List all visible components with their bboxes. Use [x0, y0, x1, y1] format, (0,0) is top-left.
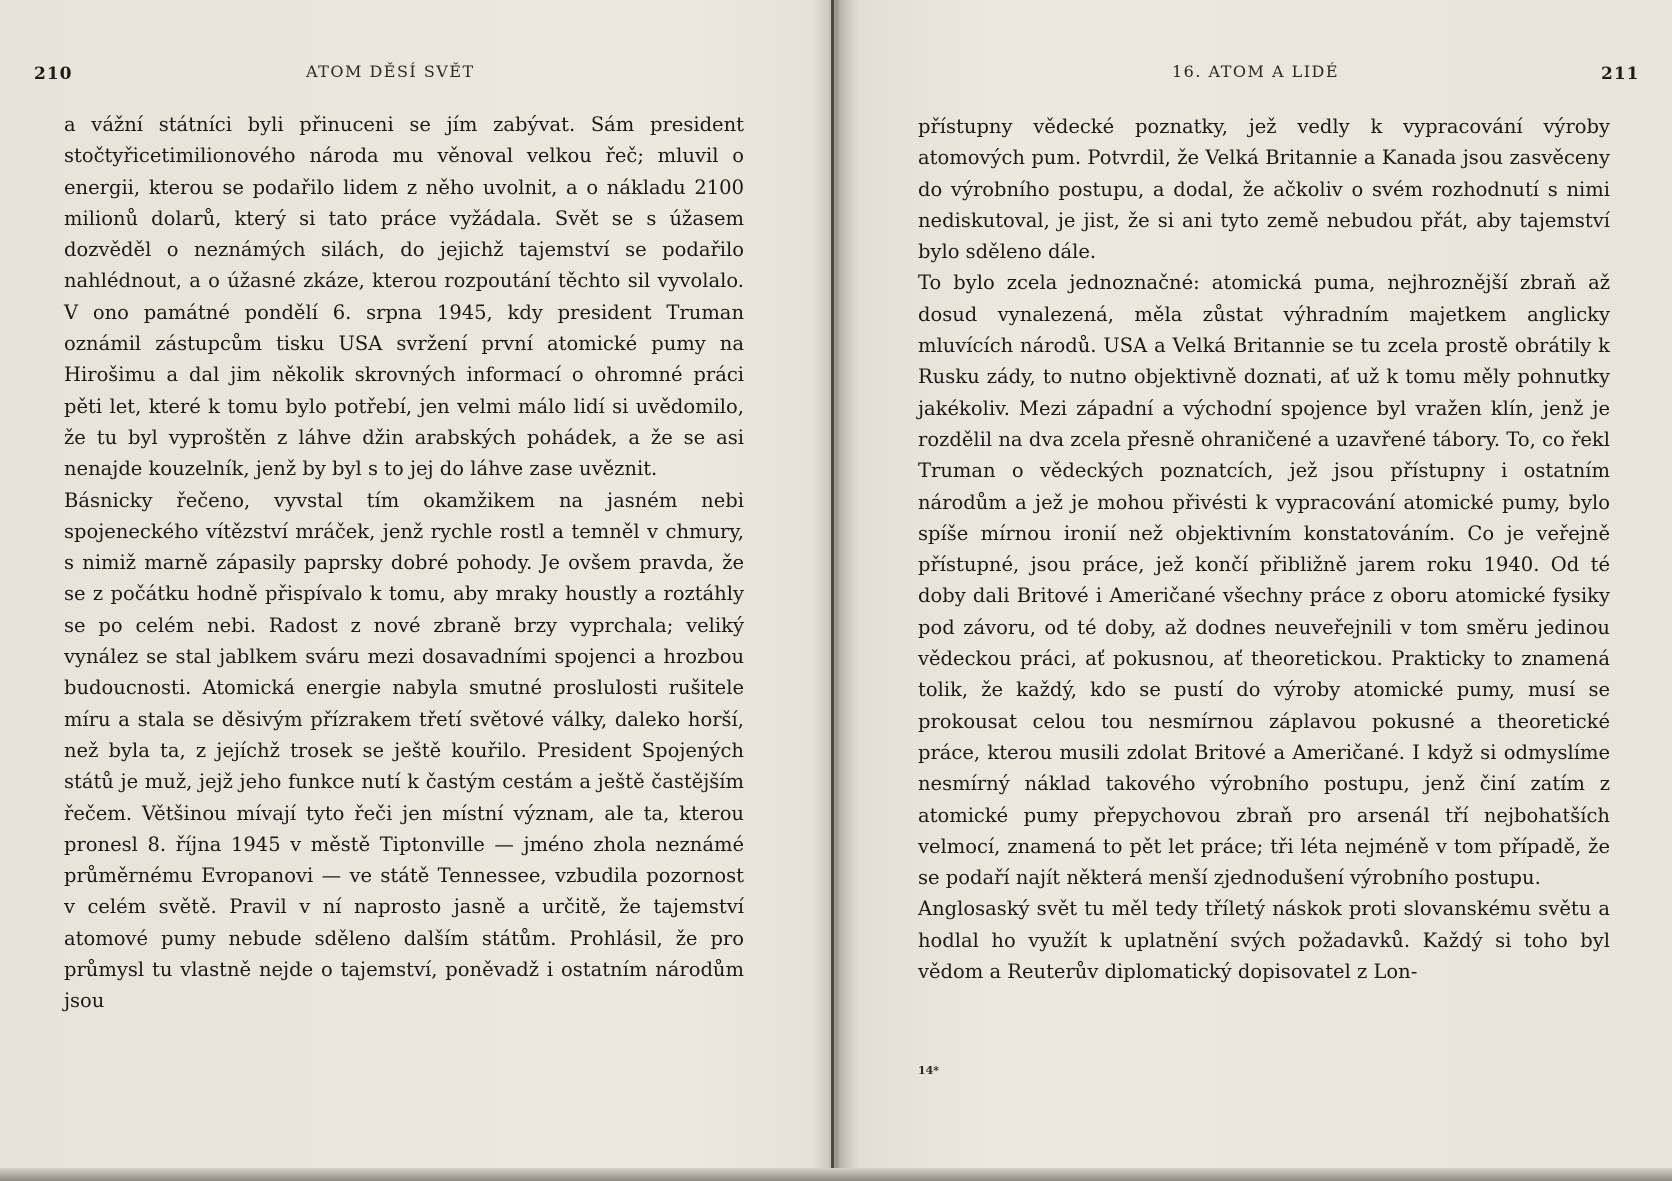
left-paragraph-1: a vážní státníci byli přinuceni se jím zabývat. Sám president stočtyřicetimilionového národa mu věnoval velkou řeč; mluvil o energii, kterou se podařilo lidem z něho uvolnit, a o nákladu 2100 milionů dolarů, který si tato práce vyžádala. Svět se s úžasem dozvěděl o neznámých silách, do jejichž tajemství se podařilo nahlédnout, a o úžasné zkáze, kterou rozpoutání těchto sil vyvolalo. V ono památné pondělí 6. srpna 1945, kdy president Truman oznámil zástupcům tisku USA svržení první atomické pumy na Hirošimu a dal jim několik skrovných informací o ohromné práci pěti let, které k tomu bylo potřebí, jen velmi málo lidí si uvědomilo, že tu byl vyproštěn z láhve džin arabských pohádek, a že se asi nenajde kouzelník, jenž by byl s to jej do láhve zase uvěznit. [64, 113, 744, 481]
page-bottom-edge [0, 1168, 1672, 1181]
printer-signature-mark: 14* [918, 1064, 940, 1077]
right-running-head: 16. ATOM A LIDÉ [1172, 62, 1340, 81]
gutter-binding [831, 0, 834, 1181]
left-page-body [64, 109, 744, 1017]
right-page [836, 0, 1672, 1181]
left-page-number: 210 [34, 64, 73, 84]
left-paragraph-2: Básnicky řečeno, vyvstal tím okamžikem na jasném nebi spojeneckého vítězství mráček, jenž rychle rostl a temněl v chmury, s nimiž marně zápasily paprsky dobré pohody. Je ovšem pravda, že se z počátku hodně přispívalo k tomu, aby mraky houstly a roztáhly se po celém nebi. Radost z nové zbraně brzy vyprchala; veliký vynález se stal jablkem sváru mezi dosavadními spojenci a hrozbou budoucnosti. Atomická energie nabyla smutné proslulosti rušitele míru a stala se děsivým přízrakem třetí světové války, daleko horší, než byla ta, z jejíchž trosek se ještě kouřilo. President Spojených států je muž, jejž jeho funkce nutí k častým cestám a ještě častějším řečem. Většinou mívají tyto řeči jen místní význam, ale ta, kterou pronesl 8. října 1945 v městě Tiptonville — jméno zhola neznámé průměrnému Evropanovi — ve státě Tennessee, vzbudila pozornost v celém světě. Pravil v ní naprosto jasně a určitě, že tajemství atomové pumy nebude sděleno dalším státům. Prohlásil, že pro průmysl tu vlastně nejde o tajemství, poněvadž i ostatním národům jsou [64, 488, 744, 1013]
right-paragraph-1: přístupny vědecké poznatky, jež vedly k vypracování výroby atomových pum. Potvrdil, že Velká Britannie a Kanada jsou zasvěceny do výrobního postupu, a dodal, že ačkoliv o svém rozhodnutí s nimi nediskutoval, je jist, že si ani tyto země nebudou přát, aby tajemství bylo sděleno dále. [918, 115, 1610, 264]
right-page-body [918, 111, 1610, 987]
right-page-number: 211 [1601, 64, 1640, 84]
right-paragraph-2: To bylo zcela jednoznačné: atomická puma, nejhroznější zbraň až dosud vynalezená, měla zůstat výhradním majetkem anglicky mluvících národů. USA a Velká Britannie se tu zcela prostě obrátily k Rusku zády, to nutno objektivně doznati, ať už k tomu měly pohnutky jakékoliv. Mezi západní a východní spojence byl vražen klín, jenž je rozdělil na dva zcela přesně ohraničené a uzavřené tábory. To, co řekl Truman o vědeckých poznatcích, jež jsou přístupny i ostatním národům a jež je mohou přivésti k vypracování atomické pumy, bylo spíše mírnou ironií než objektivním konstatováním. Co je veřejně přístupné, jsou práce, jež končí přibližně jarem roku 1940. Od té doby dali Britové i Američané všechny práce z oboru atomické fysiky pod závoru, od té doby, až dodnes neuveřejnili v tom směru jedinou vědeckou práci, ať pokusnou, ať theoretickou. Prakticky to znamená tolik, že každý, kdo se pustí do výroby atomické pumy, musí se prokousat celou tou nesmírnou záplavou pokusné a theoretické práce, kterou musili zdolat Britové a Američané. I když si odmyslíme nesmírný náklad takového výrobního postupu, jenž činí zatím z atomické pumy přepychovou zbraň pro arsenál tří nejbohatších velmocí, znamená to pět let práce; tři léta nejméně v tom případě, že se podaří najít některá menší zjednodušení výrobního postupu. [918, 271, 1610, 890]
left-page [0, 0, 830, 1181]
right-paragraph-3: Anglosaský svět tu měl tedy tříletý náskok proti slovanskému světu a hodlal ho využít k uplatnění svých požadavků. Každý si toho byl vědom a Reuterův diplomatický dopisovatel z Lon- [918, 897, 1610, 984]
left-running-head: ATOM DĚSÍ SVĚT [306, 62, 475, 81]
